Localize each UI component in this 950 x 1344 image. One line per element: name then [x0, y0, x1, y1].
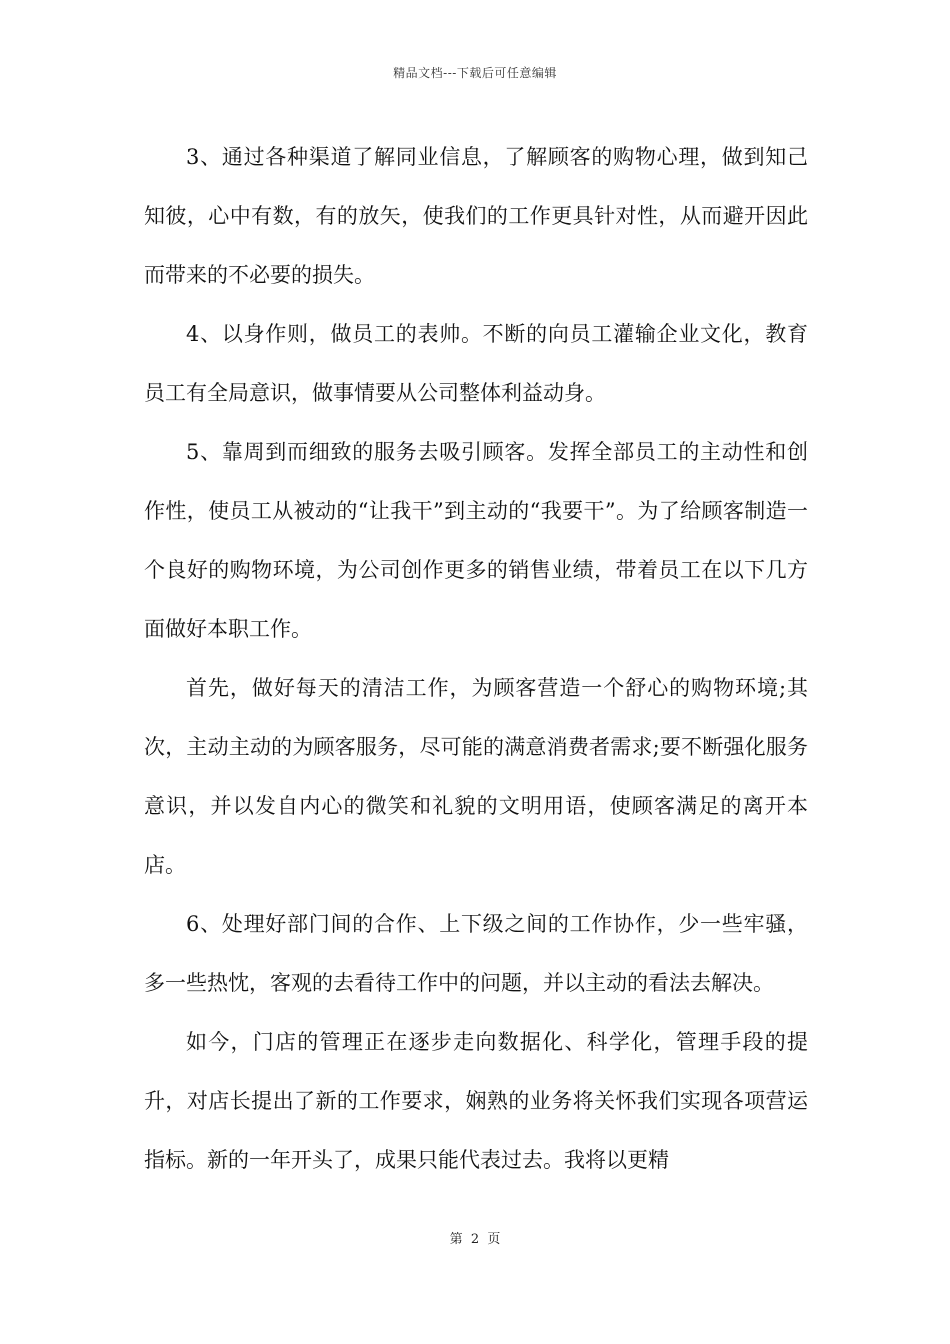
paragraph-conclusion: 如今，门店的管理正在逐步走向数据化、科学化，管理手段的提升，对店长提出了新的工作要求，娴熟的业务将关怀我们实现各项营运指标。新的一年开头了，成果只能代表过去。我将以更精 [144, 1030, 808, 1172]
paragraph-item-5: 5、靠周到而细致的服务去吸引顾客。发挥全部员工的主动性和创作性，使员工从被动的“让我干”到主动的“我要干”。为了给顾客制造一个良好的购物环境，为公司创作更多的销售业绩，带着员工在以下几方面做好本职工作。 [144, 440, 808, 641]
paragraph-first-steps: 首先，做好每天的清洁工作，为顾客营造一个舒心的购物环境;其次，主动主动的为顾客服务，尽可能的满意消费者需求;要不断强化服务意识，并以发自内心的微笑和礼貌的文明用语，使顾客满足的离开本店。 [144, 676, 808, 877]
document-body [144, 128, 808, 1190]
page-header: 精品文档---下载后可任意编辑 [393, 66, 557, 80]
paragraph-item-4: 4、以身作则，做员工的表帅。不断的向员工灌输企业文化，教育员工有全局意识，做事情要从公司整体利益动身。 [144, 322, 808, 405]
paragraph-item-3: 3、通过各种渠道了解同业信息，了解顾客的购物心理，做到知己知彼，心中有数，有的放矢，使我们的工作更具针对性，从而避开因此而带来的不必要的损失。 [144, 145, 808, 287]
page-number: 第 2 页 [449, 1232, 501, 1247]
paragraph-item-6: 6、处理好部门间的合作、上下级之间的工作协作，少一些牢骚，多一些热忱，客观的去看待工作中的问题，并以主动的看法去解决。 [144, 912, 808, 995]
